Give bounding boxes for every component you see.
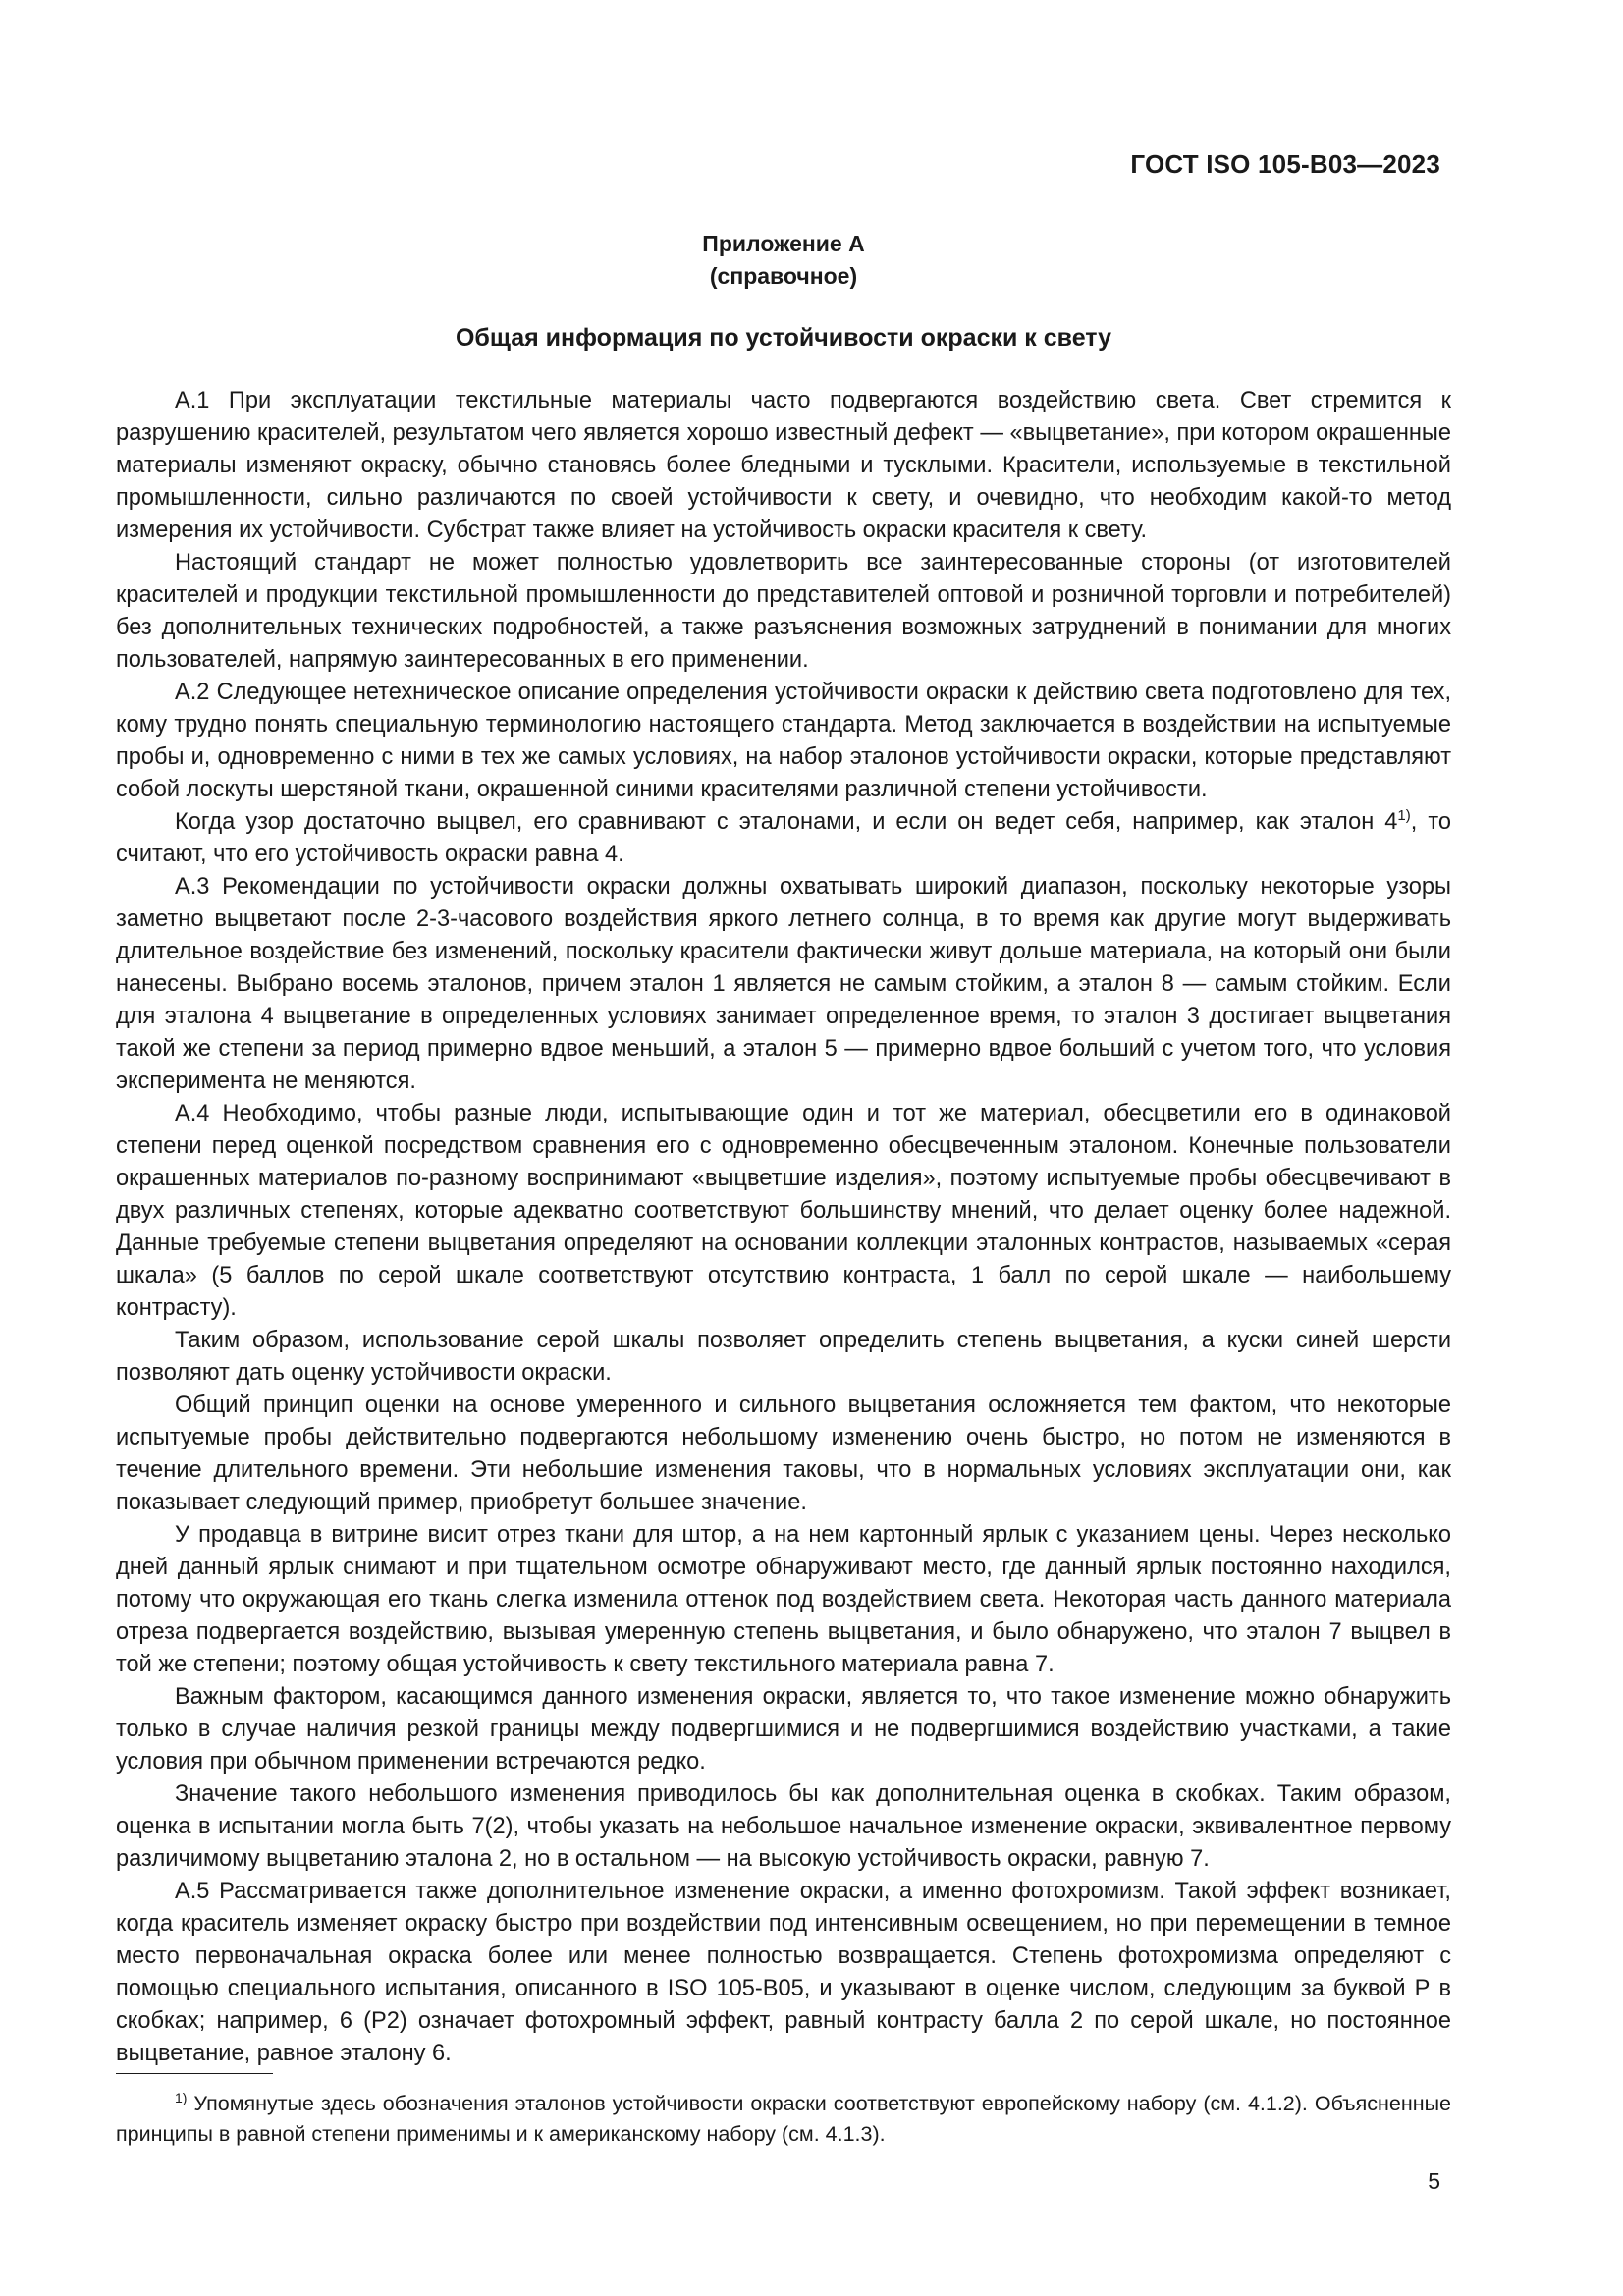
paragraph-a4: А.4 Необходимо, чтобы разные люди, испытывающие один и тот же материал, обесцветили его в одинаковой степени перед оценкой посредством сравнения его с одновременно обесцвеченным эталоном. Конечные пользователи окрашенных материалов по-разному воспринимают «выцветшие изделия», поэтому испытуемые пробы обесцвечивают в двух различных степенях, которые адекватно соответствуют большинству мнений, что делает оценку более надежной. Данные требуемые степени выцветания определяют на основании коллекции эталонных контрастов, называемых «серая шкала» (5 баллов по серой шкале соответствуют отсутствию контраста, 1 балл по серой шкале — наибольшему контрасту). (116, 1101, 1451, 1321)
page-number: 5 (1428, 2168, 1440, 2194)
paragraph-a2: А.2 Следующее нетехническое описание определения устойчивости окраски к действию света подготовлено для тех, кому трудно понять специальную терминологию настоящего стандарта. Метод заключается в воздействии на испытуемые пробы и, одновременно с ними в тех же самых условиях, на набор эталонов устойчивости окраски, которые представляют собой лоскуты шерстяной ткани, окрашенной синими красителями различной степени устойчивости. (116, 680, 1451, 802)
paragraph-text: Когда узор достаточно выцвел, его сравнивают с эталонами, и если он ведет себя, например, как эталон 4 (175, 809, 1398, 835)
paragraph (116, 806, 1451, 871)
footnote-divider (116, 2073, 273, 2074)
appendix-status: (справочное) (709, 263, 858, 289)
appendix-label: Приложение А (702, 231, 865, 256)
appendix-heading (116, 228, 1451, 293)
paragraph: Важным фактором, касающимся данного изменения окраски, является то, что такое изменение можно обнаружить только в случае наличия резкой границы между подвергшимися и не подвергшимися воздействию участками, а такие условия при обычном применении встречаются редко. (116, 1684, 1451, 1775)
footnote-text: Упомянутые здесь обозначения эталонов устойчивости окраски соответствуют европейскому набору (см. 4.1.2). Объясненные принципы в равной степени применимы и к американскому набору (см. 4.1.3). (116, 2092, 1451, 2146)
paragraph-a5: А.5 Рассматривается также дополнительное изменение окраски, а именно фотохромизм. Такой эффект возникает, когда краситель изменяет окраску быстро при воздействии под интенсивным освещением, но при перемещении в темное место первоначальная окраска более или менее полностью возвращается. Степень фотохромизма определяют с помощью специального испытания, описанного в ISO 105-B05, и указывают в оценке числом, следующим за буквой Р в скобках; например, 6 (Р2) означает фотохромный эффект, равный контрасту балла 2 по серой шкале, но постоянное выцветание, равное эталону 6. (116, 1879, 1451, 2066)
paragraph: Общий принцип оценки на основе умеренного и сильного выцветания осложняется тем фактом, что некоторые испытуемые пробы действительно подвергаются небольшому изменению очень быстро, но потом не изменяются в течение длительного времени. Эти небольшие изменения таковы, что в нормальных условиях эксплуатации они, как показывает следующий пример, приобретут большее значение. (116, 1393, 1451, 1515)
paragraph-text: , то считают, что его устойчивость окраски равна 4. (116, 809, 1451, 867)
body-text (116, 385, 1451, 2070)
paragraph-a1: А.1 При эксплуатации текстильные материалы часто подвергаются воздействию света. Свет стремится к разрушению красителей, результатом чего является хорошо известный дефект — «выцветание», при котором окрашенные материалы изменяют окраску, обычно становясь более бледными и тусклыми. Красители, используемые в текстильной промышленности, сильно различаются по своей устойчивости к свету, и очевидно, что необходим какой-то метод измерения их устойчивости. Субстрат также влияет на устойчивость окраски красителя к свету. (116, 388, 1451, 543)
footnote (116, 2089, 1451, 2150)
paragraph: Настоящий стандарт не может полностью удовлетворить все заинтересованные стороны (от изготовителей красителей и продукции текстильной промышленности до представителей оптовой и розничной торговли и потребителей) без дополнительных технических подробностей, а также разъяснения возможных затруднений в понимании для многих пользователей, напрямую заинтересованных в его применении. (116, 550, 1451, 673)
paragraph-a3: А.3 Рекомендации по устойчивости окраски должны охватывать широкий диапазон, поскольку некоторые узоры заметно выцветают после 2-3-часового воздействия яркого летнего солнца, в то время как другие могут выдерживать длительное воздействие без изменений, поскольку красители фактически живут дольше материала, на который они были нанесены. Выбрано восемь эталонов, причем эталон 1 является не самым стойким, а эталон 8 — самым стойким. Если для эталона 4 выцветание в определенных условиях занимает определенное время, то эталон 3 достигает выцветания такой же степени за период примерно вдвое меньший, а эталон 5 — примерно вдвое больший с учетом того, что условия эксперимента не меняются. (116, 874, 1451, 1094)
paragraph: Таким образом, использование серой шкалы позволяет определить степень выцветания, а куски синей шерсти позволяют дать оценку устойчивости окраски. (116, 1328, 1451, 1386)
footnote-reference: 1) (1397, 807, 1411, 824)
paragraph: Значение такого небольшого изменения приводилось бы как дополнительная оценка в скобках. Таким образом, оценка в испытании могла быть 7(2), чтобы указать на небольшое начальное изменение окраски, эквивалентное первому различимому выцветанию эталона 2, но в остальном — на высокую устойчивость окраски, равную 7. (116, 1781, 1451, 1872)
footnote-marker: 1) (175, 2090, 188, 2105)
footnote-paragraph (116, 2089, 1451, 2150)
section-title: Общая информация по устойчивости окраски к свету (455, 324, 1112, 352)
document-header: ГОСТ ISO 105-B03—2023 (1130, 149, 1440, 179)
paragraph: У продавца в витрине висит отрез ткани для штор, а на нем картонный ярлык с указанием цены. Через несколько дней данный ярлык снимают и при тщательном осмотре обнаруживают место, где данный ярлык постоянно находился, потому что окружающая его ткань слегка изменила оттенок под воздействием света. Некоторая часть данного материала отреза подвергается воздействию, вызывая умеренную степень выцветания, и было обнаружено, что эталон 7 выцвел в той же степени; поэтому общая устойчивость к свету текстильного материала равна 7. (116, 1522, 1451, 1677)
